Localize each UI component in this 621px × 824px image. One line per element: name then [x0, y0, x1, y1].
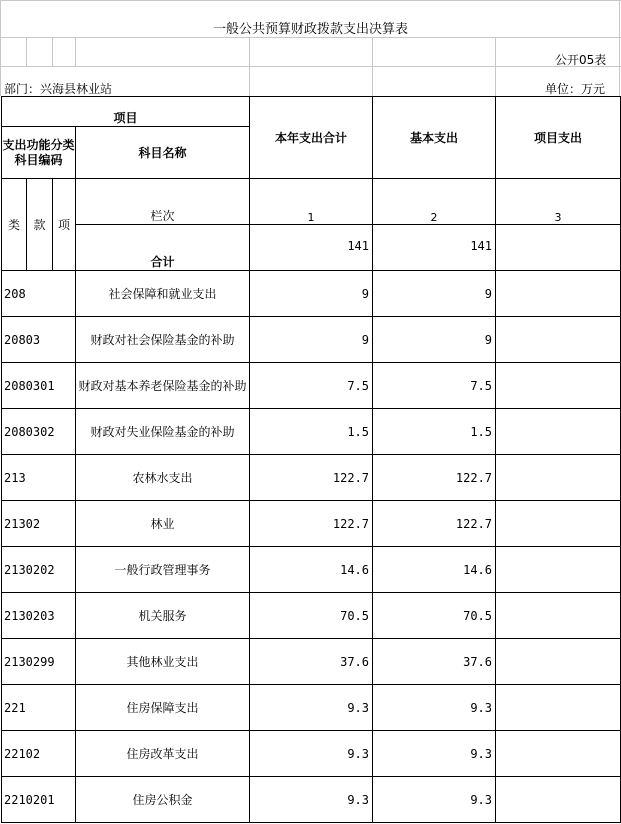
row-project [496, 317, 621, 363]
row-total: 70.5 [250, 593, 373, 639]
table-row [2, 639, 621, 685]
table-code: 公开05表 [555, 53, 607, 67]
row-basic: 122.7 [373, 501, 496, 547]
row-total: 122.7 [250, 501, 373, 547]
row-code: 2080302 [2, 409, 76, 455]
header-lanci: 栏次 [76, 179, 250, 225]
row-total: 37.6 [250, 639, 373, 685]
table-row [2, 317, 621, 363]
row-basic: 7.5 [373, 363, 496, 409]
row-total: 9.3 [250, 777, 373, 823]
row-project [496, 593, 621, 639]
table-row [2, 777, 621, 823]
row-code: 2210201 [2, 777, 76, 823]
row-total: 9 [250, 271, 373, 317]
row-total: 1.5 [250, 409, 373, 455]
row-subject-name: 财政对失业保险基金的补助 [76, 409, 250, 455]
row-code: 221 [2, 685, 76, 731]
table-row [2, 455, 621, 501]
row-subject-name: 农林水支出 [76, 455, 250, 501]
header-col-total: 本年支出合计 [250, 97, 373, 179]
header-col-project: 项目支出 [496, 97, 621, 179]
row-subject-name: 机关服务 [76, 593, 250, 639]
row-subject-name: 住房公积金 [76, 777, 250, 823]
row-project [496, 547, 621, 593]
row-code: 2080301 [2, 363, 76, 409]
header-subject-name: 科目名称 [76, 127, 250, 179]
row-total: 9.3 [250, 685, 373, 731]
total-project [496, 225, 621, 271]
row-basic: 9 [373, 271, 496, 317]
expenditure-table [1, 96, 621, 823]
header-xiang: 项 [53, 179, 76, 271]
table-row [2, 409, 621, 455]
total-label: 合计 [76, 225, 250, 271]
row-subject-name: 财政对社会保险基金的补助 [76, 317, 250, 363]
table-row [2, 547, 621, 593]
department-label: 部门：兴海县林业站 [4, 82, 113, 96]
row-total: 14.6 [250, 547, 373, 593]
row-project [496, 455, 621, 501]
row-subject-name: 社会保障和就业支出 [76, 271, 250, 317]
row-project [496, 409, 621, 455]
table-row [2, 363, 621, 409]
row-code: 2130202 [2, 547, 76, 593]
row-subject-name: 住房保障支出 [76, 685, 250, 731]
row-project [496, 731, 621, 777]
table-row [2, 593, 621, 639]
row-basic: 70.5 [373, 593, 496, 639]
report-title: 一般公共预算财政拨款支出决算表 [212, 22, 408, 37]
row-total: 122.7 [250, 455, 373, 501]
row-subject-name: 一般行政管理事务 [76, 547, 250, 593]
header-func-code: 支出功能分类科目编码 [2, 127, 76, 179]
total-basic: 141 [373, 225, 496, 271]
row-subject-name: 其他林业支出 [76, 639, 250, 685]
column-number-1: 1 [250, 179, 373, 225]
row-basic: 122.7 [373, 455, 496, 501]
total-value: 141 [250, 225, 373, 271]
row-total: 7.5 [250, 363, 373, 409]
row-basic: 9.3 [373, 731, 496, 777]
table-row [2, 731, 621, 777]
header-item: 项目 [2, 97, 250, 127]
row-code: 2130203 [2, 593, 76, 639]
row-subject-name: 住房改革支出 [76, 731, 250, 777]
unit-label: 单位：万元 [545, 82, 606, 96]
row-basic: 9.3 [373, 777, 496, 823]
row-basic: 37.6 [373, 639, 496, 685]
row-subject-name: 林业 [76, 501, 250, 547]
row-code: 208 [2, 271, 76, 317]
row-basic: 9.3 [373, 685, 496, 731]
row-basic: 9 [373, 317, 496, 363]
row-subject-name: 财政对基本养老保险基金的补助 [76, 363, 250, 409]
table-row [2, 271, 621, 317]
row-project [496, 501, 621, 547]
table-row [2, 501, 621, 547]
column-number-2: 2 [373, 179, 496, 225]
header-lei: 类 [2, 179, 27, 271]
row-project [496, 271, 621, 317]
row-project [496, 777, 621, 823]
row-total: 9.3 [250, 731, 373, 777]
column-number-3: 3 [496, 179, 621, 225]
row-code: 22102 [2, 731, 76, 777]
row-project [496, 639, 621, 685]
header-kuan: 款 [27, 179, 53, 271]
row-project [496, 685, 621, 731]
row-code: 2130299 [2, 639, 76, 685]
row-code: 21302 [2, 501, 76, 547]
row-project [496, 363, 621, 409]
row-total: 9 [250, 317, 373, 363]
row-basic: 14.6 [373, 547, 496, 593]
row-code: 20803 [2, 317, 76, 363]
table-row [2, 685, 621, 731]
row-code: 213 [2, 455, 76, 501]
header-col-basic: 基本支出 [373, 97, 496, 179]
row-basic: 1.5 [373, 409, 496, 455]
